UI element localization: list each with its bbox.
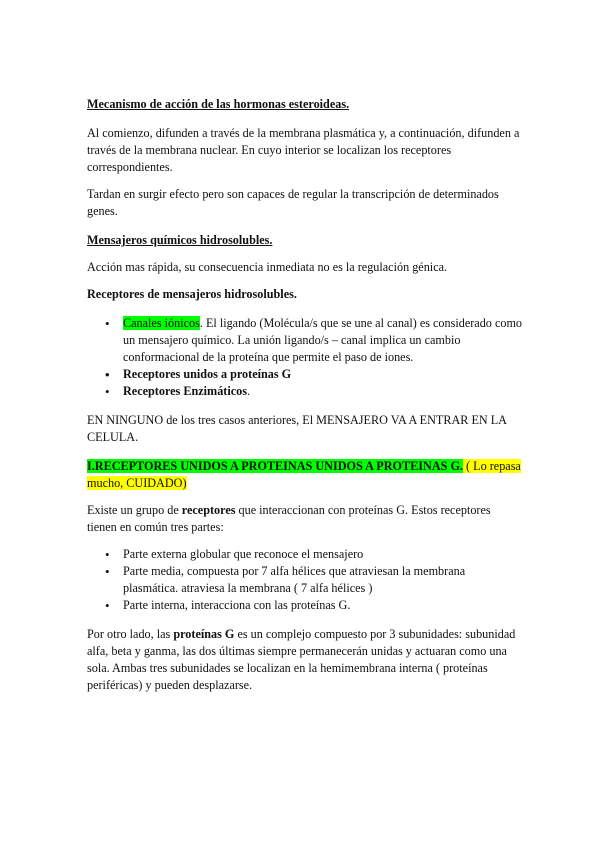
section-title-receptores-g xyxy=(87,458,523,492)
enzimaticos-label: Receptores Enzimáticos xyxy=(123,384,247,398)
section-note-highlight: ( Lo repasa mucho, CUIDADO) xyxy=(87,459,521,490)
heading-esteroideas: Mecanismo de acción de las hormonas esteroideas. xyxy=(87,97,350,111)
text-fragment: que interaccionan con proteínas G. Estos receptores tienen en común tres partes: xyxy=(87,503,491,534)
canales-description: . El ligando (Molécula/s que se une al canal) es considerado como un mensajero químico. La unión ligando/s – canal implica un cambio conformacional de la proteína que permite el paso de iones. xyxy=(123,316,523,364)
paragraph-efecto: Tardan en surgir efecto pero son capaces de regular la transcripción de determinados genes. xyxy=(87,187,499,218)
text-fragment: Existe un grupo de xyxy=(87,503,182,517)
list-item-canales xyxy=(87,315,523,366)
list-item-parte-interna: • Parte interna, interacciona con las proteínas G. xyxy=(87,597,523,614)
document-body xyxy=(87,96,523,694)
paragraph-grupo-receptores xyxy=(87,502,523,536)
bold-receptores: receptores xyxy=(181,503,236,517)
enzimaticos-period: . xyxy=(247,384,251,398)
heading-receptores: Receptores de mensajeros hidrosolubles. xyxy=(87,287,297,301)
text-fragment: es un complejo compuesto por 3 subunidades: subunidad alfa, beta y ganma, las dos últimas siempre permanecerán unidas y actuaran como una sola. Ambas tres subunidades se localizan en la hemimembrana interna ( proteínas periféricas) y pueden desplazarse. xyxy=(87,627,516,692)
heading-hidrosolubles: Mensajeros químicos hidrosolubles. xyxy=(87,233,273,247)
list-item-proteinas-g: • Receptores unidos a proteínas G xyxy=(87,366,523,383)
receptor-types-list xyxy=(87,315,523,400)
bold-proteinas-g: proteínas G xyxy=(173,627,235,641)
section-title-highlight: I.RECEPTORES UNIDOS A PROTEINAS UNIDOS A PROTEINAS G. xyxy=(87,459,463,473)
highlight-canales-ionicos: Canales iónicos xyxy=(123,316,200,330)
paragraph-ninguno: EN NINGUNO de los tres casos anteriores, El MENSAJERO VA A ENTRAR EN LA CELULA. xyxy=(87,413,507,444)
list-item-enzimaticos xyxy=(87,383,523,400)
list-item-parte-externa: • Parte externa globular que reconoce el mensajero xyxy=(87,546,523,563)
text-fragment: Por otro lado, las xyxy=(87,627,174,641)
paragraph-accion: Acción mas rápida, su consecuencia inmediata no es la regulación génica. xyxy=(87,260,448,274)
paragraph-proteinas-g xyxy=(87,626,523,694)
list-item-parte-media: • Parte media, compuesta por 7 alfa hélices que atraviesan la membrana plasmática. atraviesa la membrana ( 7 alfa hélices ) xyxy=(87,563,523,597)
receptor-parts-list xyxy=(87,546,523,614)
paragraph-difusion: Al comienzo, difunden a través de la membrana plasmática y, a continuación, difunden a través de la membrana nuclear. En cuyo interior se localizan los receptores correspondientes. xyxy=(87,126,520,174)
